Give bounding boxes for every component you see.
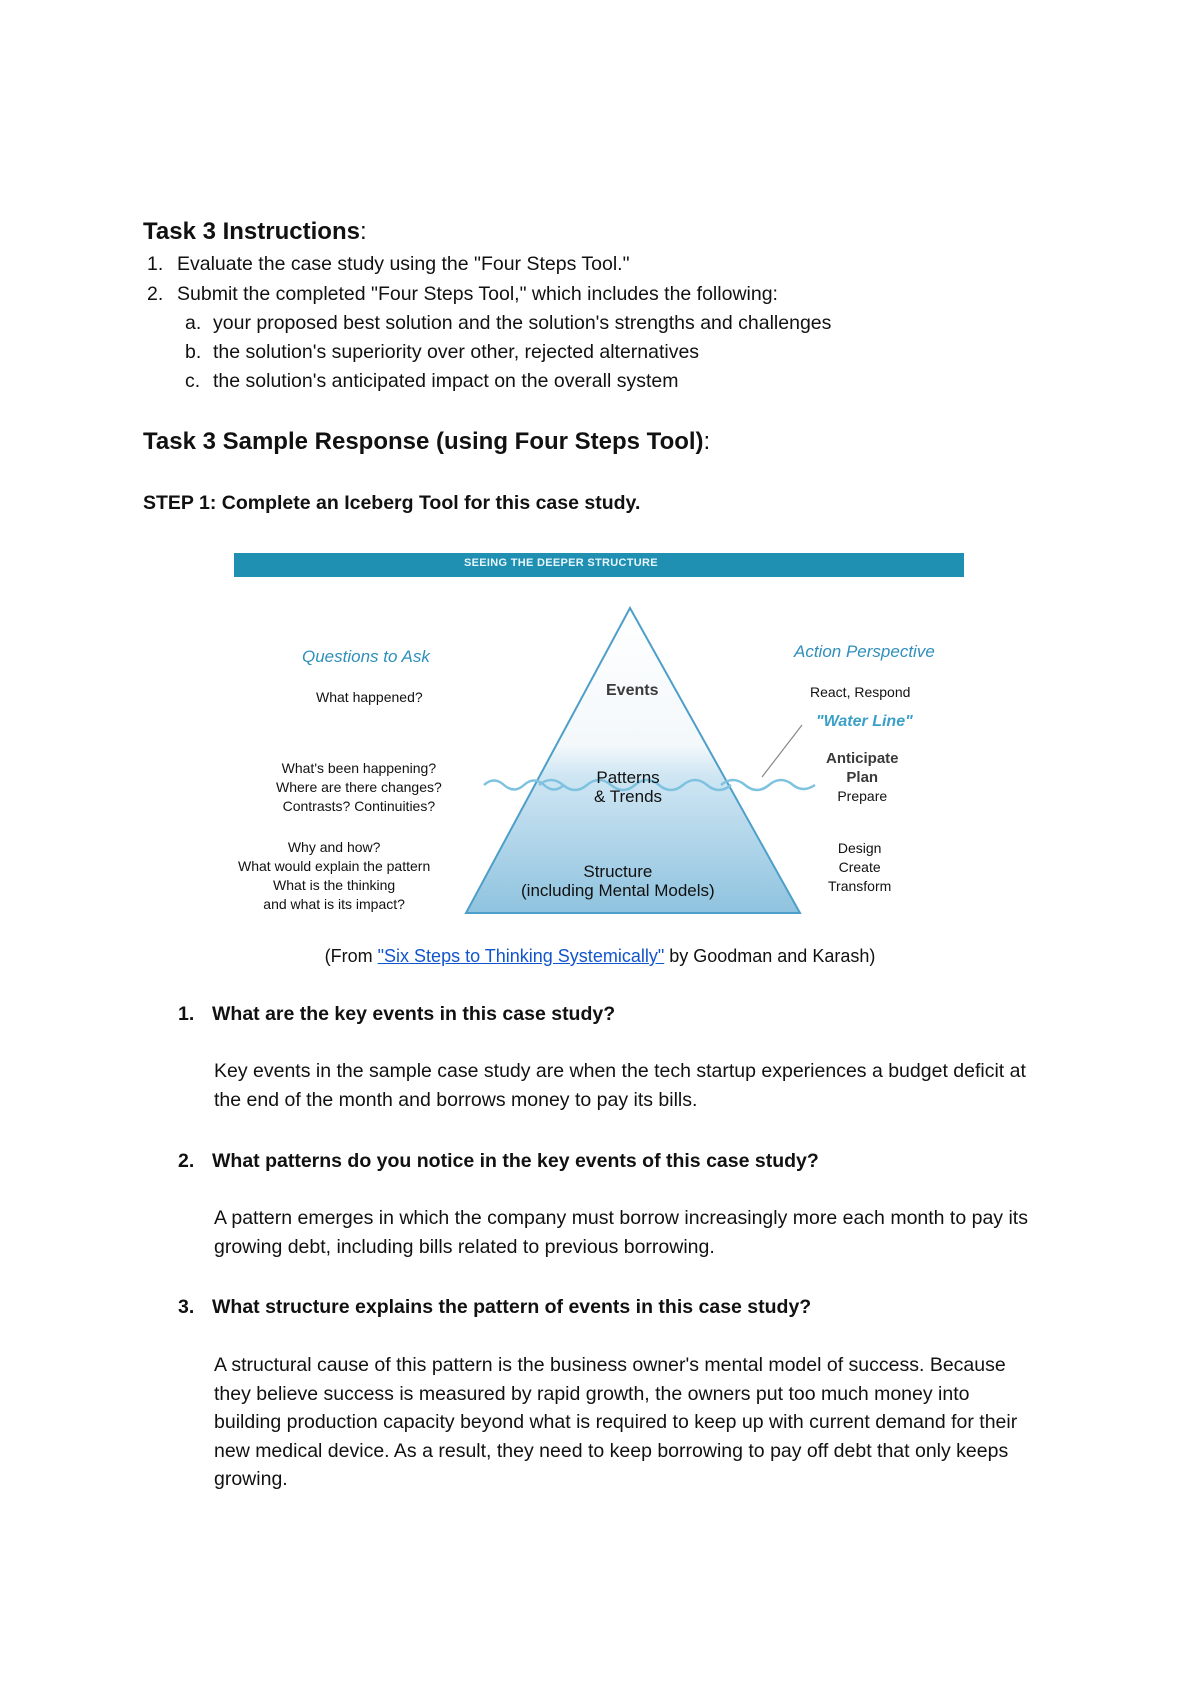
subitem-letter: b. [185, 341, 202, 363]
action-heading: Action Perspective [794, 642, 935, 661]
question-structure: Why and how? What would explain the pattern What is the thinking and what is its impact? [238, 839, 431, 912]
level-events: Events [606, 682, 659, 699]
question-1: 1. What are the key events in this case study? [178, 1003, 616, 1025]
source-link[interactable]: "Six Steps to Thinking Systemically" [377, 946, 665, 966]
iceberg-figure [234, 553, 964, 943]
water-line-right [721, 780, 815, 790]
figure-banner-title: SEEING THE DEEPER STRUCTURE [464, 557, 658, 569]
question-events: What happened? [316, 689, 423, 705]
question-patterns: What's been happening? Where are there changes? Contrasts? Continuities? [276, 760, 442, 814]
figure-caption: (From "Six Steps to Thinking Systemically" by Goodman and Karash) [324, 946, 876, 966]
answer-2: A pattern emerges in which the company must borrow increasingly more each month to pay its growing debt, including bills related to previous borrowing. [214, 1207, 1028, 1258]
answer-3: A structural cause of this pattern is the business owner's mental model of success. Because they believe success is measured by rapid growth, the owners put too much money into building production capacity beyond what is required to keep up with current demand for their new medical device. As a result, they need to keep borrowing to pay off debt that only keeps growing. [214, 1354, 1018, 1490]
question-2: 2. What patterns do you notice in the key events of this case study? [178, 1150, 819, 1172]
step1-heading: STEP 1: Complete an Iceberg Tool for this case study. [143, 492, 641, 514]
level-patterns: Patterns & Trends [594, 768, 663, 806]
sample-response-heading: Task 3 Sample Response (using Four Steps Tool): [143, 428, 711, 455]
subitem-text: the solution's superiority over other, rejected alternatives [213, 341, 700, 363]
question-3: 3. What structure explains the pattern of events in this case study? [178, 1296, 812, 1318]
level-structure: Structure (including Mental Models) [521, 862, 715, 900]
action-events: React, Respond [810, 684, 911, 700]
instruction-item: Evaluate the case study using the "Four Steps Tool." [177, 253, 630, 275]
instruction-number: 1. [147, 253, 164, 275]
instruction-item: Submit the completed "Four Steps Tool," which includes the following: [177, 283, 778, 305]
questions-heading: Questions to Ask [302, 647, 430, 666]
task3-instructions-heading: Task 3 Instructions: [143, 218, 367, 245]
action-patterns: Anticipate Plan Prepare [826, 750, 899, 804]
water-line-label: "Water Line" [816, 713, 913, 730]
action-structure: Design Create Transform [828, 840, 892, 894]
subitem-text: your proposed best solution and the solution's strengths and challenges [213, 312, 832, 334]
instruction-number: 2. [147, 283, 164, 305]
water-line-pointer [762, 725, 802, 777]
subitem-text: the solution's anticipated impact on the overall system [213, 370, 679, 392]
subitem-letter: a. [185, 312, 202, 334]
subitem-letter: c. [185, 370, 201, 392]
answer-1: Key events in the sample case study are when the tech startup experiences a budget deficit at the end of the month and borrows money to pay its bills. [214, 1060, 1026, 1111]
